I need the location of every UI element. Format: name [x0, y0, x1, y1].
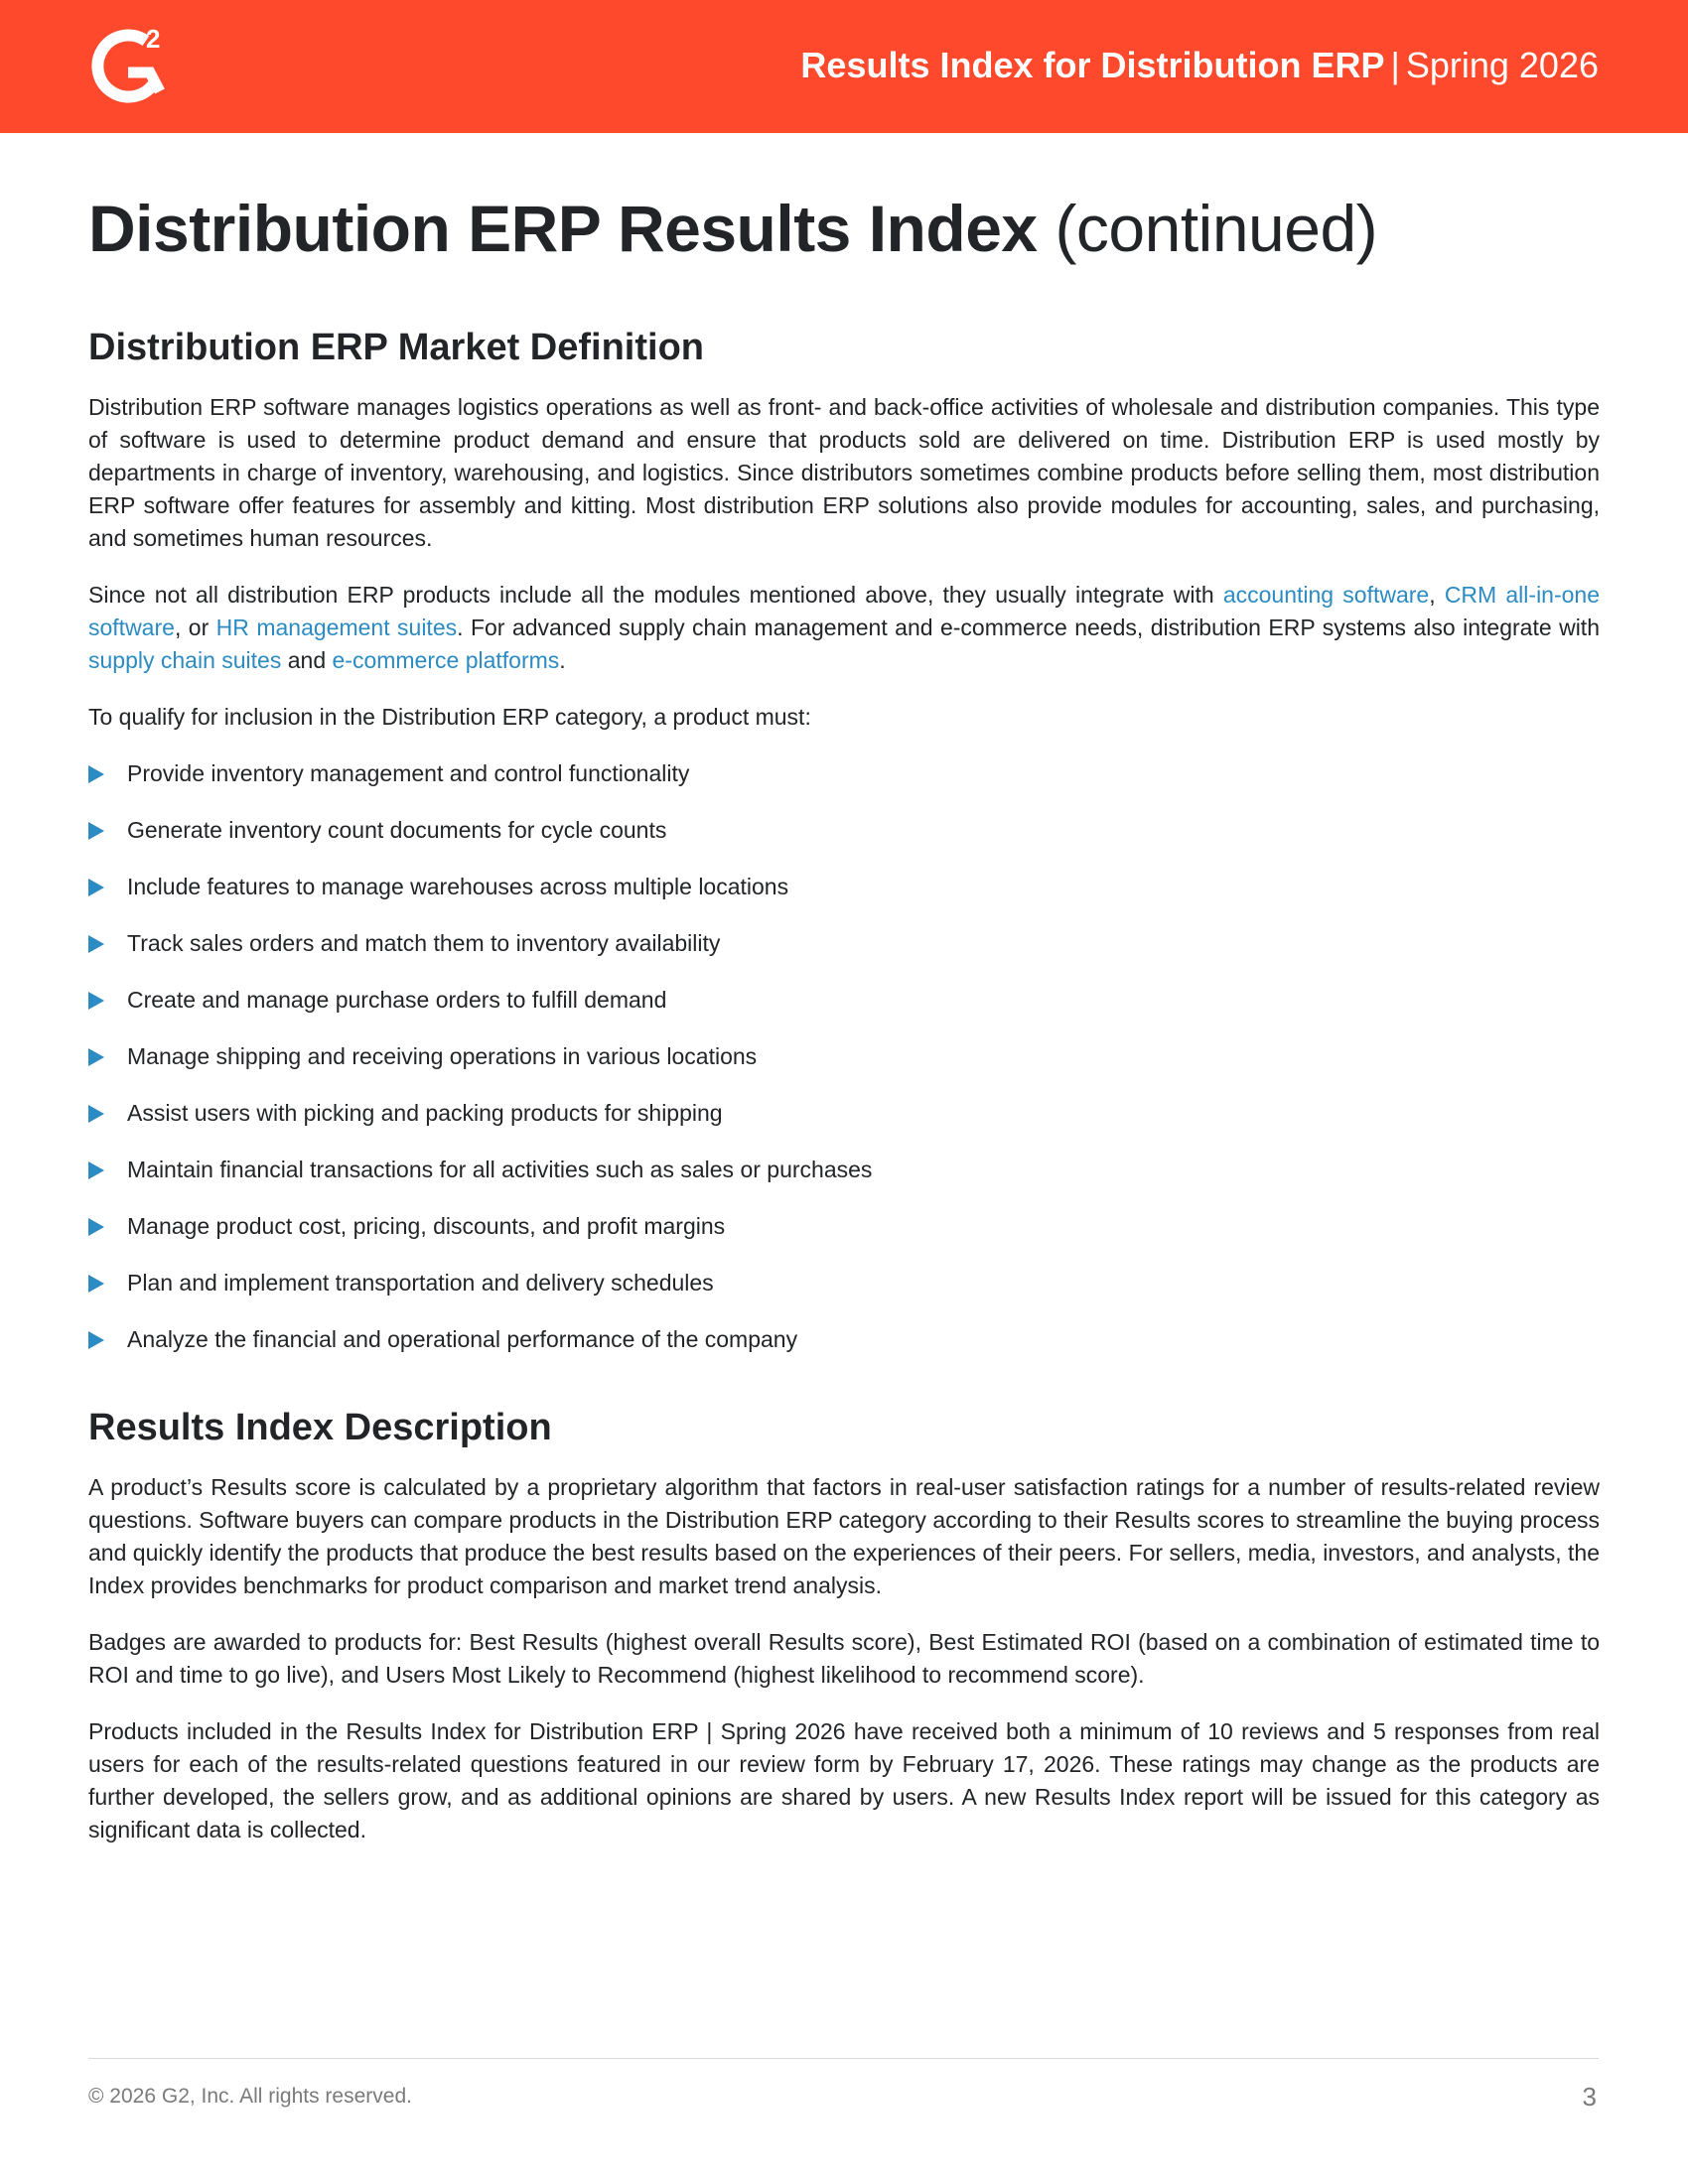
criteria-text: Track sales orders and match them to inventory availability	[127, 930, 721, 956]
criteria-item	[88, 1267, 1600, 1299]
criteria-text: Plan and implement transportation and delivery schedules	[127, 1270, 714, 1296]
report-title-bold: Results Index for Distribution ERP	[800, 45, 1385, 85]
criteria-text: Manage product cost, pricing, discounts, and profit margins	[127, 1213, 726, 1239]
criteria-text: Maintain financial transactions for all activities such as sales or purchases	[127, 1157, 873, 1182]
integrations-text: , or	[174, 614, 216, 640]
accounting-software-link[interactable]: accounting software	[1222, 582, 1430, 608]
page-title-continued: (continued)	[1055, 192, 1378, 265]
ecommerce-platforms-link[interactable]: e-commerce platforms	[332, 647, 560, 673]
criteria-item	[88, 1097, 1600, 1130]
triangle-bullet-icon	[88, 765, 104, 783]
integrations-text: and	[281, 647, 333, 673]
criteria-item	[88, 814, 1600, 847]
results-score-paragraph: A product’s Results score is calculated by a proprietary algorithm that factors in real-user satisfaction ratings for a number of results-related review questions. Software buyers can compare products in the Distribution ERP category according to their Results scores to streamline the buying process and quickly identify the products that produce the best results based on the experiences of their peers. For sellers, media, investors, and analysts, the Index provides benchmarks for product comparison and market trend analysis.	[88, 1474, 1600, 1598]
integrations-text: ,	[1429, 582, 1445, 608]
qualify-intro: To qualify for inclusion in the Distribution ERP category, a product must:	[88, 704, 811, 730]
criteria-text: Include features to manage warehouses across multiple locations	[127, 874, 789, 899]
criteria-item	[88, 1154, 1600, 1186]
g2-logo-icon	[88, 24, 174, 109]
criteria-item	[88, 1210, 1600, 1243]
triangle-bullet-icon	[88, 1048, 104, 1066]
crm-software-link[interactable]: CRM all-in-one software	[88, 582, 1600, 640]
integrations-text: .	[559, 647, 566, 673]
triangle-bullet-icon	[88, 1105, 104, 1123]
copyright: © 2026 G2, Inc. All rights reserved.	[88, 2085, 412, 2108]
page-title	[88, 187, 1600, 270]
criteria-item	[88, 984, 1600, 1017]
supply-chain-suites-link[interactable]: supply chain suites	[88, 647, 282, 673]
criteria-text: Provide inventory management and control functionality	[127, 760, 690, 786]
integrations-text: . For advanced supply chain management and e-commerce needs, distribution ERP systems also integrate with	[457, 614, 1600, 640]
page-content	[88, 187, 1600, 1846]
triangle-bullet-icon	[88, 935, 104, 953]
triangle-bullet-icon	[88, 822, 104, 840]
criteria-text: Assist users with picking and packing products for shipping	[127, 1100, 723, 1126]
criteria-text: Create and manage purchase orders to fulfill demand	[127, 987, 667, 1013]
criteria-item	[88, 1040, 1600, 1073]
market-definition-paragraph: Distribution ERP software manages logistics operations as well as front- and back-office activities of wholesale and distribution companies. This type of software is used to determine product demand and ensure that products sold are delivered on time. Distribution ERP is used mostly by departments in charge of inventory, warehousing, and logistics. Since distributors sometimes combine products before selling them, most distribution ERP software offer features for assembly and kitting. Most distribution ERP solutions also provide modules for accounting, sales, and purchasing, and sometimes human resources.	[88, 394, 1600, 551]
criteria-text: Analyze the financial and operational performance of the company	[127, 1326, 798, 1352]
triangle-bullet-icon	[88, 992, 104, 1010]
market-definition-heading: Distribution ERP Market Definition	[88, 327, 705, 368]
badges-paragraph: Badges are awarded to products for: Best Results (highest overall Results score), Best Estimated ROI (based on a combination of estimated time to ROI and time to go live), and Users Most Likely to Recommend (highest likelihood to recommend score).	[88, 1629, 1600, 1688]
report-title	[800, 44, 1599, 87]
criteria-text: Manage shipping and receiving operations in various locations	[127, 1043, 758, 1069]
page-number: 3	[1582, 2082, 1597, 2112]
criteria-item	[88, 757, 1600, 790]
integrations-text: Since not all distribution ERP products include all the modules mentioned above, they usually integrate with	[88, 582, 1223, 608]
svg-text:2: 2	[146, 24, 161, 54]
triangle-bullet-icon	[88, 1218, 104, 1236]
triangle-bullet-icon	[88, 879, 104, 896]
results-index-heading: Results Index Description	[88, 1407, 552, 1448]
report-season: Spring 2026	[1405, 45, 1599, 85]
criteria-item	[88, 1323, 1600, 1356]
hr-management-suites-link[interactable]: HR management suites	[215, 614, 458, 640]
triangle-bullet-icon	[88, 1331, 104, 1349]
page-title-bold: Distribution ERP Results Index	[88, 192, 1038, 265]
criteria-item	[88, 871, 1600, 903]
criteria-list	[88, 757, 1600, 1356]
criteria-text: Generate inventory count documents for cycle counts	[127, 817, 667, 843]
criteria-item	[88, 927, 1600, 960]
triangle-bullet-icon	[88, 1161, 104, 1179]
title-separator: |	[1390, 45, 1400, 85]
inclusion-paragraph: Products included in the Results Index for Distribution ERP | Spring 2026 have received both a minimum of 10 reviews and 5 responses from real users for each of the results-related questions featured in our review form by February 17, 2026. These ratings may change as the products are further developed, the sellers grow, and as additional opinions are shared by users. A new Results Index report will be issued for this category as significant data is collected.	[88, 1718, 1600, 1843]
triangle-bullet-icon	[88, 1275, 104, 1293]
footer-divider	[88, 2058, 1599, 2059]
page-header	[0, 0, 1688, 133]
integrations-paragraph	[88, 579, 1600, 677]
